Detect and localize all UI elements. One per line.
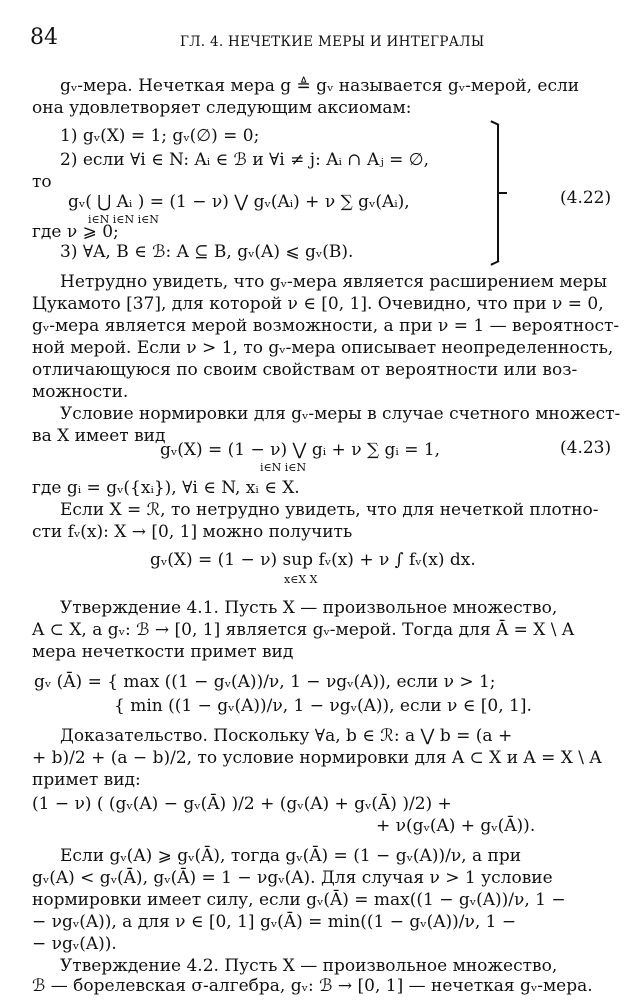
text-line: Условие нормировки для gᵥ-меры в случае счетного множест-: [60, 404, 621, 424]
equation-complement: gᵥ (Ā) = { max ((1 − gᵥ(A))/ν, 1 − νgᵥ(A)), если ν > 1;: [34, 672, 496, 692]
equation-additivity: gᵥ( ⋃ Aᵢ ) = (1 − ν) ⋁ gᵥ(Aᵢ) + ν ∑ gᵥ(Aᵢ),: [68, 192, 410, 212]
equation-number: (4.22): [560, 188, 612, 208]
equation-density: gᵥ(X) = (1 − ν) sup fᵥ(x) + ν ∫ fᵥ(x) dx.: [150, 550, 476, 570]
page-number: 84: [30, 25, 58, 50]
text-line: то: [32, 172, 52, 192]
text-line: − νgᵥ(A)), а для ν ∈ [0, 1] gᵥ(Ā) = min((1 − gᵥ(A))/ν, 1 −: [32, 912, 517, 932]
equation-number: (4.23): [560, 438, 612, 458]
axiom-1: 1) gᵥ(X) = 1; gᵥ(∅) = 0;: [60, 126, 260, 146]
text-line: ной мерой. Если ν > 1, то gᵥ-мера описывает неопределенность,: [32, 338, 614, 358]
brace: [490, 260, 499, 266]
text-line: отличающуюся по своим свойствам от вероятности или воз-: [32, 360, 578, 380]
axiom-2: 2) если ∀i ∈ N: Aᵢ ∈ ℬ и ∀i ≠ j: Aᵢ ∩ Aⱼ = ∅,: [60, 150, 429, 170]
text-line: она удовлетворяет следующим аксиомам:: [32, 98, 412, 118]
text-line: gᵥ(A) < gᵥ(Ā), gᵥ(Ā) = 1 − νgᵥ(A). Для случая ν > 1 условие: [32, 868, 553, 888]
text-line: примет вид:: [32, 770, 141, 790]
brace: [490, 120, 499, 126]
text-line: нормировки имеет силу, если gᵥ(Ā) = max((1 − gᵥ(A))/ν, 1 −: [32, 890, 566, 910]
equation-normalization: gᵥ(X) = (1 − ν) ⋁ gᵢ + ν ∑ gᵢ = 1,: [160, 440, 441, 460]
text-line: + b)/2 + (a − b)/2, то условие нормировки для A ⊂ X и A = X \ A: [32, 748, 602, 768]
equation-subscripts: x∈X X: [284, 573, 318, 586]
text-line: A ⊂ X, а gᵥ: ℬ → [0, 1] является gᵥ-мерой. Тогда для Ā = X \ A: [32, 620, 575, 640]
equation-subscripts: i∈N i∈N: [260, 461, 307, 474]
text-line: мера нечеткости примет вид: [32, 642, 294, 662]
text-line: ℬ — борелевская σ-алгебра, gᵥ: ℬ → [0, 1] — нечеткая gᵥ-мера.: [32, 976, 593, 996]
statement-heading: Утверждение 4.1. Пусть X — произвольное множество,: [60, 598, 558, 618]
statement-heading: Утверждение 4.2. Пусть X — произвольное множество,: [60, 956, 558, 976]
text-line: Если gᵥ(A) ⩾ gᵥ(Ā), тогда gᵥ(Ā) = (1 − gᵥ(A))/ν, а при: [60, 846, 522, 866]
equation-subscripts: i∈N i∈N i∈N: [88, 213, 159, 226]
text-line: Если X = ℛ, то нетрудно увидеть, что для нечеткой плотно-: [60, 500, 599, 520]
text-line: gᵥ-мера. Нечеткая мера g ≜ gᵥ называется gᵥ-мерой, если: [60, 76, 580, 96]
brace: [499, 192, 507, 194]
text-line: Нетрудно увидеть, что gᵥ-мера является расширением меры: [60, 272, 608, 292]
text-line: можности.: [32, 382, 129, 402]
proof-heading: Доказательство. Поскольку ∀a, b ∈ ℛ: a ⋁ b = (a +: [60, 726, 513, 746]
text-line: где gᵢ = gᵥ({xᵢ}), ∀i ∈ N, xᵢ ∈ X.: [32, 478, 300, 498]
text-line: gᵥ-мера является мерой возможности, а при ν = 1 — вероятност-: [32, 316, 620, 336]
equation-complement: { min ((1 − gᵥ(A))/ν, 1 − νgᵥ(A)), если ν ∈ [0, 1].: [114, 696, 532, 716]
equation-proof: (1 − ν) ( (gᵥ(A) − gᵥ(Ā) )/2 + (gᵥ(A) + gᵥ(Ā) )/2) +: [32, 794, 452, 814]
text-line: Цукамото [37], для которой ν ∈ [0, 1]. Очевидно, что при ν = 0,: [32, 294, 604, 314]
text-line: где ν ⩾ 0;: [32, 222, 119, 242]
equation-proof: + ν(gᵥ(A) + gᵥ(Ā)).: [376, 816, 536, 836]
text-line: ва X имеет вид: [32, 426, 166, 446]
running-title: ГЛ. 4. НЕЧЕТКИЕ МЕРЫ И ИНТЕГРАЛЫ: [180, 34, 485, 50]
text-line: сти fᵥ(x): X → [0, 1] можно получить: [32, 522, 353, 542]
text-line: − νgᵥ(A)).: [32, 934, 117, 954]
axiom-3: 3) ∀A, B ∈ ℬ: A ⊆ B, gᵥ(A) ⩽ gᵥ(B).: [60, 242, 354, 262]
